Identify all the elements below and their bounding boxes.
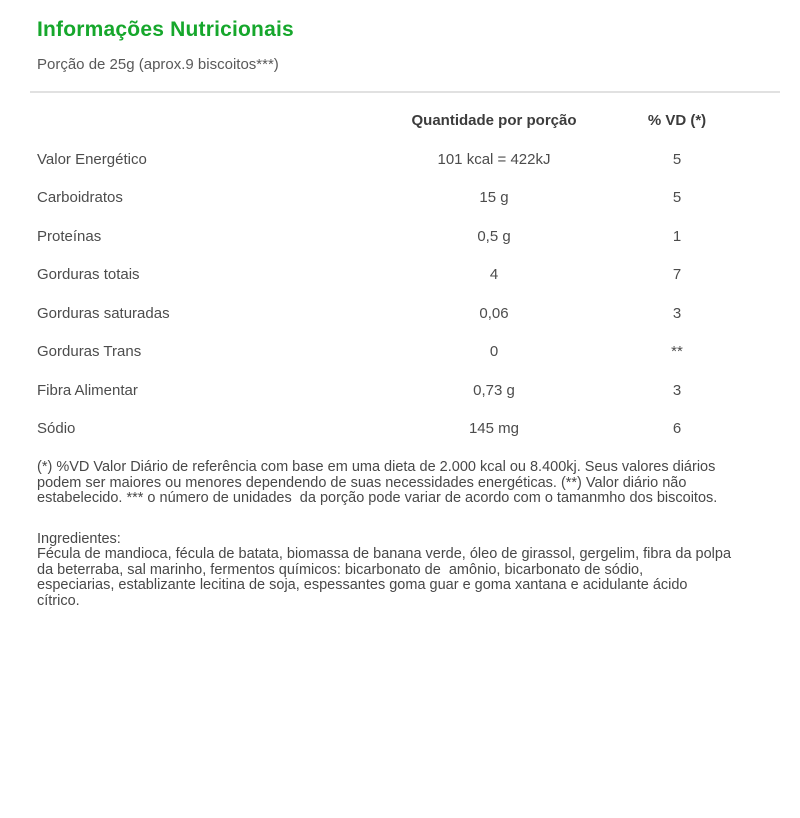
nutrient-quantity: 0,73 g — [473, 381, 515, 399]
table-body — [30, 140, 766, 448]
table-header-vd: % VD (*) — [647, 112, 707, 129]
table-row — [30, 333, 766, 372]
nutrient-label: Sódio — [37, 420, 76, 438]
nutrition-info-panel — [0, 18, 800, 609]
nutrient-quantity: 0,06 — [479, 304, 509, 322]
ingredients-section — [37, 532, 780, 610]
footnote-line: (*) %VD Valor Diário de referência com base em uma dieta de 2.000 kcal ou 8.400kj. Seus valores diários — [37, 459, 716, 475]
nutrient-label: Gorduras saturadas — [37, 304, 170, 322]
nutrient-quantity: 15 g — [479, 189, 509, 207]
serving-size-text: Porção de 25g (aprox.9 biscoitos***) — [37, 56, 279, 73]
footnote-line: estabelecido. *** o número de unidades da porção pode variar de acordo com o tamanmho dos biscoitos. — [37, 490, 718, 506]
nutrient-vd: 1 — [672, 227, 682, 245]
nutrient-vd: 3 — [672, 304, 682, 322]
table-row — [30, 371, 766, 410]
nutrient-label: Valor Energético — [37, 150, 147, 168]
ingredients-line: da beterraba, sal marinho, fermentos químicos: bicarbonato de amônio, bicarbonato de sódio, — [37, 561, 644, 578]
table-row — [30, 140, 766, 179]
table-row — [30, 217, 766, 256]
nutrient-quantity: 4 — [489, 266, 499, 284]
table-row — [30, 410, 766, 449]
nutrient-vd: 6 — [672, 420, 682, 438]
nutrient-label: Gorduras Trans — [37, 343, 142, 361]
nutrient-vd: 7 — [672, 266, 682, 284]
table-header-row — [30, 93, 766, 129]
nutrient-vd: 5 — [672, 150, 682, 168]
daily-value-footnote — [37, 460, 780, 507]
page-title: Informações Nutricionais — [37, 18, 294, 41]
nutrient-label: Proteínas — [37, 227, 102, 245]
nutrition-table — [30, 93, 766, 448]
nutrient-vd: 5 — [672, 189, 682, 207]
nutrient-quantity: 145 mg — [468, 420, 520, 438]
nutrient-quantity: 101 kcal = 422kJ — [437, 150, 551, 168]
table-row — [30, 179, 766, 218]
table-row — [30, 294, 766, 333]
nutrient-quantity: 0 — [489, 343, 499, 361]
nutrient-label: Gorduras totais — [37, 266, 140, 284]
ingredients-line: especiarias, establizante lecitina de soja, espessantes goma guar e goma xantana e acidulante ácido — [37, 577, 688, 593]
table-row — [30, 256, 766, 295]
nutrient-quantity: 0,5 g — [477, 227, 511, 245]
ingredients-line: Fécula de mandioca, fécula de batata, biomassa de banana verde, óleo de girassol, gergelim, fibra da polpa — [37, 546, 732, 562]
ingredients-heading: Ingredientes: — [37, 530, 121, 547]
table-header-spacer — [30, 112, 400, 129]
table-header-quantity: Quantidade por porção — [411, 112, 577, 129]
nutrient-vd: ** — [671, 343, 683, 361]
nutrient-vd: 3 — [672, 381, 682, 399]
nutrient-label: Carboidratos — [37, 189, 123, 207]
ingredients-line: cítrico. — [37, 592, 80, 609]
footnote-line: podem ser maiores ou menores dependendo de suas necessidades energéticas. (**) Valor diário não — [37, 474, 687, 491]
nutrient-label: Fibra Alimentar — [37, 381, 138, 399]
